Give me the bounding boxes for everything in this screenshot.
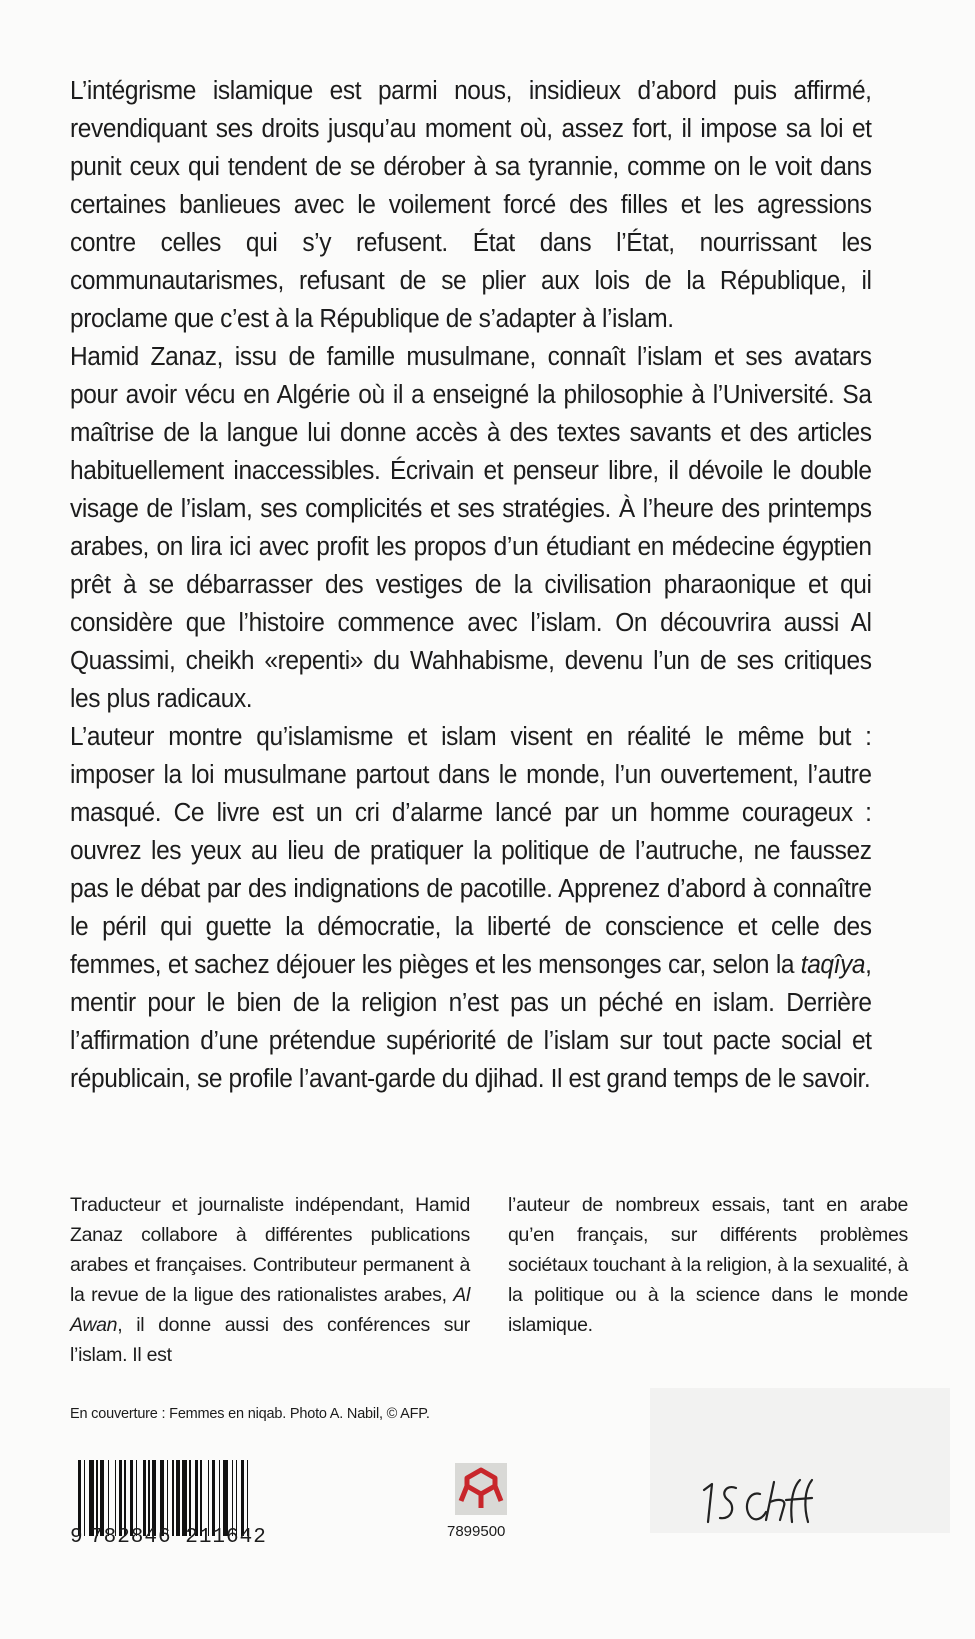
blurb-paragraph-1: L’intégrisme islamique est parmi nous, insidieux d’abord puis affirmé, revendiquant ses droits jusqu’au moment où, assez fort, il impose sa loi et punit ceux qui tendent de se dérober à sa tyrannie, comme on le voit dans certaines banlieues avec le voilement forcé des filles et les agressions contre celles qui s’y refusent. État dans l’État, nourrissant les communautarismes, refusant de se plier aux lois de la République, il proclame que c’est à la République de s’adapter à l’islam. (70, 77, 872, 333)
bio-journal-name: Al Awan (70, 1284, 470, 1336)
barcode-bar (115, 1460, 117, 1536)
barcode-bar (167, 1460, 169, 1536)
barcode-bar (143, 1460, 146, 1536)
barcode-bar (136, 1460, 138, 1536)
blurb-paragraph-3 (70, 718, 872, 1098)
barcode-bar (247, 1460, 249, 1536)
barcode-bar (96, 1460, 98, 1536)
isbn-barcode (70, 1460, 300, 1555)
bio-left-text-a: Traducteur et journaliste indépendant, Hamid Zanaz collabore à différentes publications arabes et françaises. Contributeur permanent à la revue de la ligue des rationalistes arabes, (70, 1194, 470, 1306)
barcode-bar (176, 1460, 179, 1536)
blurb-p3-text-b: , mentir pour le bien de la religion n’est pas un péché en islam. Derrière l’affirmation d’une prétendue supériorité de l’islam sur tout pacte social et républicain, se profile l’avant-garde du djihad. Il est grand temps de le savoir. (70, 951, 872, 1093)
barcode-bar (236, 1460, 238, 1536)
barcode-bar (208, 1460, 210, 1536)
barcode-bar (160, 1460, 165, 1536)
blurb-p3-text-a: L’auteur montre qu’islamisme et islam visent en réalité le même but : imposer la loi musulmane partout dans le monde, l’un ouvertement, l’autre masqué. Ce livre est un cri d’alarme lancé par un homme courageux : ouvrez les yeux au lieu de pratiquer la politique de l’autruche, ne faussez pas le débat par des indignations de pacotille. Apprenez d’abord à connaître le péril qui guette la démocratie, la liberté de conscience et celle des femmes, et sachez déjouer les pièges et les mensonges car, selon la (70, 723, 872, 979)
barcode-bar (152, 1460, 155, 1536)
bio-left-text-b: , il donne aussi des conférences sur l’islam. Il est (70, 1314, 470, 1366)
barcode-bar (232, 1460, 234, 1536)
handwritten-price-note (696, 1476, 826, 1536)
author-bio-left-text (70, 1190, 470, 1370)
barcode-bar (124, 1460, 126, 1536)
publisher-code: 7899500 (447, 1523, 506, 1540)
barcode-bar (89, 1460, 94, 1536)
barcode-bar (200, 1460, 202, 1536)
barcode-bar (119, 1460, 122, 1536)
author-bio-right-column (508, 1190, 908, 1340)
author-bio-right-text: l’auteur de nombreux essais, tant en arabe qu’en français, sur différents problèmes sociétaux touchant à la religion, à la sexualité, à la politique ou à la science dans le monde islamique. (508, 1194, 908, 1336)
barcode-bar (182, 1460, 187, 1536)
barcode-bar (172, 1460, 174, 1536)
barcode-bar (78, 1460, 81, 1536)
barcode-bar (100, 1460, 103, 1536)
barcode-bar (189, 1460, 191, 1536)
barcode-bar (212, 1460, 215, 1536)
barcode-bar (241, 1460, 244, 1536)
cover-photo-credit: En couverture : Femmes en niqab. Photo A. Nabil, © AFP. (70, 1406, 430, 1422)
blurb-paragraph-2: Hamid Zanaz, issu de famille musulmane, connaît l’islam et ses avatars pour avoir vécu en Algérie où il a enseigné la philosophie à l’Université. Sa maîtrise de la langue lui donne accès à des textes savants et des articles habituellement inaccessibles. Écrivain et penseur libre, il dévoile le double visage de l’islam, ses complicités et ses stratégies. À l’heure des printemps arabes, on lira ici avec profit les propos d’un étudiant en médecine égyptien prêt à se débarrasser des vestiges de la civilisation pharaonique et qui considère que l’histoire commence avec l’islam. On découvrira aussi Al Quassimi, cheikh «repenti» du Wahhabisme, devenu l’un de ses critiques les plus radicaux. (70, 343, 872, 713)
barcode-bar (219, 1460, 221, 1536)
publisher-logo-icon (455, 1463, 507, 1515)
barcode-first-digit: 9 (70, 1526, 83, 1549)
barcode-digits: 782846 211642 (90, 1526, 267, 1549)
back-cover-blurb (70, 72, 872, 1098)
barcode-bar (195, 1460, 198, 1536)
barcode-bar (130, 1460, 133, 1536)
author-bio-left-column (70, 1190, 470, 1370)
barcode-bars (78, 1460, 293, 1536)
barcode-bar (84, 1460, 86, 1536)
barcode-bar (108, 1460, 110, 1536)
barcode-bar (148, 1460, 150, 1536)
blurb-taqiya-term: taqîya (800, 951, 866, 979)
barcode-bar (223, 1460, 228, 1536)
